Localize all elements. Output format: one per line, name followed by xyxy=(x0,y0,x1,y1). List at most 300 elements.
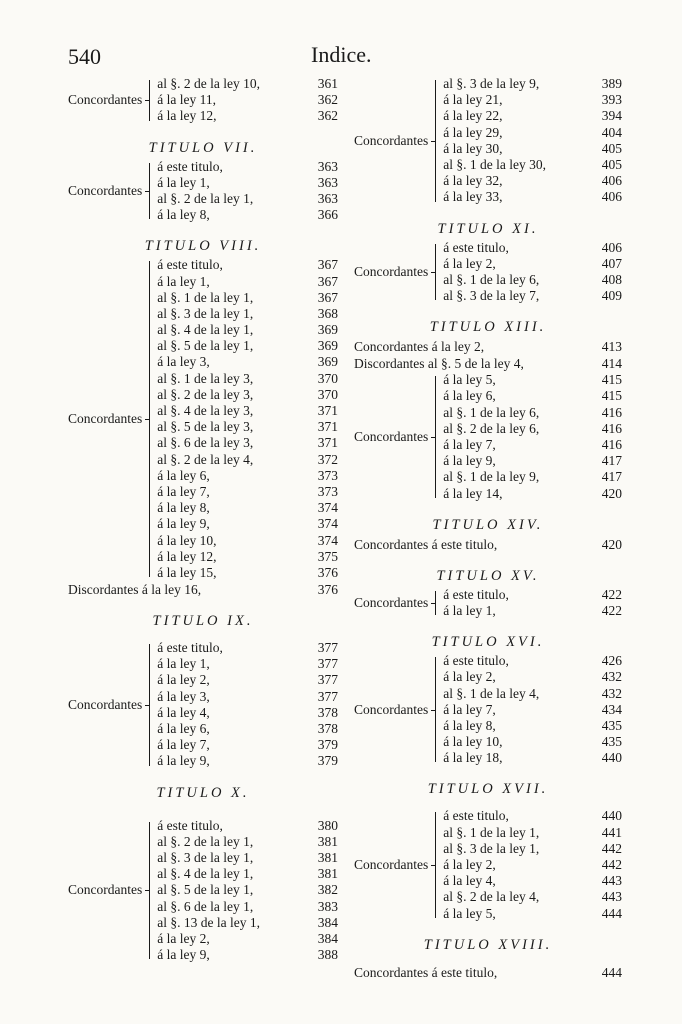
index-entry xyxy=(157,753,338,769)
entry-text: al §. 1 de la ley 30, xyxy=(443,156,546,172)
entry-text: al §. 1 de la ley 3, xyxy=(157,370,254,386)
index-group xyxy=(354,653,622,766)
entry-page: 426 xyxy=(601,653,622,669)
entry-text: á la ley 1, xyxy=(157,174,210,190)
entry-text: á la ley 32, xyxy=(443,173,503,189)
entry-page: 413 xyxy=(601,339,622,355)
index-entry xyxy=(157,76,338,92)
entry-text: al §. 4 de la ley 1, xyxy=(157,322,254,338)
entry-page: 380 xyxy=(317,817,338,833)
entry-text: al §. 1 de la ley 6, xyxy=(443,404,540,420)
group-label: Concordantes xyxy=(68,696,143,712)
index-entry xyxy=(443,141,622,157)
index-entry xyxy=(443,173,622,189)
entry-text: á la ley 18, xyxy=(443,750,503,766)
section-heading: TITULO XVIII. xyxy=(423,936,553,953)
index-entry xyxy=(443,808,622,824)
index-entry xyxy=(443,272,622,288)
brace xyxy=(431,76,441,206)
entry-page: 370 xyxy=(317,386,338,402)
index-entry xyxy=(443,857,622,873)
brace xyxy=(431,587,441,619)
entry-page: 373 xyxy=(317,467,338,483)
entry-text: á la ley 8, xyxy=(443,717,496,733)
entry-text: á la ley 12, xyxy=(157,548,217,564)
entry-text: á la ley 4, xyxy=(443,873,496,889)
entry-page: 435 xyxy=(601,717,622,733)
index-entry xyxy=(443,734,622,750)
entry-page: 415 xyxy=(601,372,622,388)
entry-text: al §. 2 de la ley 4, xyxy=(443,889,540,905)
entry-page: 368 xyxy=(317,305,338,321)
index-entry xyxy=(157,108,338,124)
entry-text: á la ley 2, xyxy=(443,669,496,685)
index-entry xyxy=(443,841,622,857)
entry-text: al §. 13 de la ley 1, xyxy=(157,914,260,930)
entry-page: 415 xyxy=(601,388,622,404)
right-column xyxy=(354,76,622,981)
entry-text: al §. 1 de la ley 4, xyxy=(443,685,540,701)
entry-page: 377 xyxy=(317,640,338,656)
entry-text: á la ley 5, xyxy=(443,905,496,921)
entry-page: 435 xyxy=(601,734,622,750)
entry-list xyxy=(157,76,338,125)
entry-text: á la ley 1, xyxy=(157,273,210,289)
index-group xyxy=(68,159,338,224)
index-entry xyxy=(157,207,338,223)
brace xyxy=(145,76,155,125)
index-entry xyxy=(443,653,622,669)
index-entry xyxy=(157,419,338,435)
entry-page: 374 xyxy=(317,500,338,516)
entry-text: al §. 1 de la ley 1, xyxy=(157,289,254,305)
group-label: Concordantes xyxy=(354,701,429,717)
index-entry xyxy=(443,388,622,404)
index-entry xyxy=(157,191,338,207)
entry-text: á la ley 21, xyxy=(443,92,503,108)
left-column xyxy=(68,76,338,963)
entry-page: 442 xyxy=(601,840,622,856)
index-entry xyxy=(68,581,338,598)
entry-text: á la ley 2, xyxy=(443,255,496,271)
index-entry xyxy=(157,549,338,565)
page-title: Indice. xyxy=(311,42,372,67)
entry-text: á la ley 15, xyxy=(157,564,217,580)
entry-page: 384 xyxy=(317,930,338,946)
entry-page: 376 xyxy=(317,564,338,580)
index-entry xyxy=(443,256,622,272)
index-entry xyxy=(157,371,338,387)
entry-page: 362 xyxy=(317,92,338,108)
entry-text: á la ley 9, xyxy=(157,516,210,532)
index-entry xyxy=(157,306,338,322)
entry-page: 417 xyxy=(601,469,622,485)
entry-list xyxy=(443,76,622,206)
entry-page: 444 xyxy=(601,964,622,980)
brace xyxy=(431,653,441,766)
entry-text: á la ley 29, xyxy=(443,124,503,140)
entry-page: 422 xyxy=(601,586,622,602)
index-entry xyxy=(157,452,338,468)
entry-page: 363 xyxy=(317,190,338,206)
entry-text: á la ley 7, xyxy=(443,701,496,717)
entry-page: 381 xyxy=(317,849,338,865)
entry-text: al §. 6 de la ley 3, xyxy=(157,435,254,451)
index-entry xyxy=(157,500,338,516)
index-entry xyxy=(157,947,338,963)
index-entry xyxy=(443,686,622,702)
entry-list xyxy=(157,818,338,964)
brace xyxy=(431,808,441,921)
index-entry xyxy=(443,469,622,485)
brace xyxy=(145,640,155,770)
group-label: Concordantes xyxy=(354,429,429,444)
index-entry xyxy=(443,873,622,889)
index-entry xyxy=(443,889,622,905)
entry-page: 416 xyxy=(601,437,622,452)
index-entry xyxy=(157,92,338,108)
entry-page: 369 xyxy=(317,354,338,370)
index-entry xyxy=(443,437,622,453)
entry-text: al §. 6 de la ley 1, xyxy=(157,898,254,914)
entry-text: á la ley 3, xyxy=(157,688,210,704)
entry-page: 367 xyxy=(317,289,338,305)
section-heading: TITULO XV. xyxy=(436,567,540,584)
index-entry xyxy=(157,435,338,451)
entry-text: á la ley 8, xyxy=(157,207,210,223)
index-entry xyxy=(443,405,622,421)
entry-text: á la ley 5, xyxy=(443,372,496,388)
entry-text: á este titulo, xyxy=(157,257,223,273)
entry-page: 406 xyxy=(601,239,622,255)
index-entry xyxy=(354,536,622,553)
section-heading: TITULO XIV. xyxy=(432,516,544,533)
index-entry xyxy=(157,899,338,915)
entry-page: 381 xyxy=(317,833,338,849)
entry-page: 441 xyxy=(601,824,622,840)
section-heading: TITULO IX. xyxy=(152,613,254,630)
entry-text: á la ley 14, xyxy=(443,485,503,501)
entry-text: á este titulo, xyxy=(157,817,223,833)
entry-page: 444 xyxy=(601,905,622,921)
entry-list xyxy=(443,372,622,502)
group-label: Concordantes xyxy=(68,882,143,898)
section-heading: TITULO XVII. xyxy=(427,781,549,798)
brace xyxy=(145,818,155,964)
index-entry xyxy=(443,92,622,108)
entry-page: 394 xyxy=(601,108,622,124)
group-label: Concordantes xyxy=(68,92,143,108)
section-heading: TITULO XVI. xyxy=(431,634,545,651)
index-entry xyxy=(157,931,338,947)
index-entry xyxy=(443,189,622,205)
index-entry xyxy=(443,108,622,124)
entry-text: á la ley 6, xyxy=(443,388,496,404)
entry-page: 371 xyxy=(317,419,338,435)
index-entry xyxy=(443,486,622,502)
index-group xyxy=(354,372,622,502)
group-label: Concordantes xyxy=(354,132,429,148)
entry-page: 409 xyxy=(601,288,622,304)
index-entry xyxy=(157,818,338,834)
entry-text: al §. 1 de la ley 1, xyxy=(443,824,540,840)
page-number: 540 xyxy=(68,44,101,69)
section-heading: TITULO VIII. xyxy=(144,238,262,255)
entry-list xyxy=(443,653,622,766)
entry-text: al §. 3 de la ley 9, xyxy=(443,76,540,91)
entry-text: al §. 2 de la ley 3, xyxy=(157,386,254,402)
entry-text: Discordantes al §. 5 de la ley 4, xyxy=(354,356,524,372)
index-entry xyxy=(157,915,338,931)
index-entry xyxy=(157,866,338,882)
entry-text: á la ley 10, xyxy=(443,734,503,750)
index-entry xyxy=(157,640,338,656)
index-entry xyxy=(157,882,338,898)
entry-page: 406 xyxy=(601,173,622,189)
index-entry xyxy=(157,484,338,500)
index-entry xyxy=(443,718,622,734)
index-entry xyxy=(157,274,338,290)
entry-page: 432 xyxy=(601,685,622,701)
entry-page: 379 xyxy=(317,737,338,753)
brace xyxy=(145,257,155,581)
entry-page: 379 xyxy=(317,753,338,769)
entry-page: 378 xyxy=(317,721,338,736)
entry-page: 440 xyxy=(601,808,622,824)
entry-page: 373 xyxy=(317,483,338,499)
entry-text: á este titulo, xyxy=(157,158,223,174)
entry-page: 377 xyxy=(317,656,338,672)
group-label: Concordantes xyxy=(68,411,143,427)
entry-page: 432 xyxy=(601,669,622,685)
section-heading: TITULO X. xyxy=(156,784,250,801)
entry-list xyxy=(443,587,622,619)
index-entry xyxy=(157,387,338,403)
index-entry xyxy=(157,290,338,306)
entry-text: á la ley 3, xyxy=(157,354,210,370)
entry-text: al §. 3 de la ley 7, xyxy=(443,288,540,304)
entry-text: al §. 5 de la ley 1, xyxy=(157,338,254,354)
entry-page: 372 xyxy=(317,451,338,467)
entry-list xyxy=(157,159,338,224)
section-heading: TITULO XI. xyxy=(437,220,539,237)
index-entry xyxy=(157,257,338,273)
entry-page: 377 xyxy=(317,688,338,704)
group-label: Concordantes xyxy=(354,857,429,873)
index-entry xyxy=(443,825,622,841)
entry-page: 404 xyxy=(601,124,622,140)
group-label: Concordantes xyxy=(68,182,143,198)
entry-page: 383 xyxy=(317,898,338,914)
index-entry xyxy=(157,721,338,737)
entry-text: á la ley 2, xyxy=(157,930,210,946)
entry-text: á la ley 1, xyxy=(157,656,210,672)
entry-page: 367 xyxy=(317,257,338,273)
entry-text: al §. 4 de la ley 3, xyxy=(157,403,254,418)
section-heading: TITULO XIII. xyxy=(429,319,547,336)
index-entry xyxy=(354,355,622,372)
entry-text: á la ley 33, xyxy=(443,189,503,205)
entry-text: al §. 1 de la ley 6, xyxy=(443,271,540,287)
index-entry xyxy=(354,338,622,355)
entry-page: 406 xyxy=(601,189,622,205)
entry-text: á la ley 6, xyxy=(157,467,210,483)
index-entry xyxy=(443,603,622,619)
entry-page: 405 xyxy=(601,140,622,156)
index-entry xyxy=(443,453,622,469)
entry-text: á la ley 9, xyxy=(157,753,210,769)
entry-page: 408 xyxy=(601,271,622,287)
index-entry xyxy=(157,516,338,532)
index-entry xyxy=(157,850,338,866)
entry-text: á la ley 12, xyxy=(157,108,217,124)
entry-text: al §. 2 de la ley 1, xyxy=(157,190,254,206)
index-entry xyxy=(443,288,622,304)
entry-page: 414 xyxy=(601,356,622,372)
entry-page: 416 xyxy=(601,420,622,436)
index-entry xyxy=(157,338,338,354)
entry-list xyxy=(443,240,622,305)
entry-text: á la ley 22, xyxy=(443,108,503,124)
entry-page: 378 xyxy=(317,704,338,720)
entry-list xyxy=(443,808,622,921)
entry-text: al §. 2 de la ley 6, xyxy=(443,420,540,436)
index-entry xyxy=(443,76,622,92)
entry-text: á la ley 10, xyxy=(157,532,217,548)
index-entry xyxy=(443,240,622,256)
entry-page: 370 xyxy=(317,370,338,386)
entry-text: al §. 5 de la ley 3, xyxy=(157,419,254,435)
index-entry xyxy=(443,587,622,603)
entry-page: 443 xyxy=(601,889,622,905)
index-entry xyxy=(157,322,338,338)
brace xyxy=(431,240,441,305)
index-entry xyxy=(157,689,338,705)
index-group xyxy=(354,587,622,619)
entry-text: á la ley 7, xyxy=(157,483,210,499)
entry-text: al §. 5 de la ley 1, xyxy=(157,882,254,898)
entry-text: á la ley 8, xyxy=(157,500,210,516)
entry-page: 422 xyxy=(601,602,622,618)
index-entry xyxy=(157,737,338,753)
entry-text: á este titulo, xyxy=(157,640,223,656)
index-entry xyxy=(157,533,338,549)
entry-text: Concordantes á este titulo, xyxy=(354,536,498,552)
entry-text: á la ley 1, xyxy=(443,602,496,618)
entry-page: 366 xyxy=(317,207,338,223)
entry-text: al §. 4 de la ley 1, xyxy=(157,866,254,882)
entry-page: 420 xyxy=(601,536,622,552)
entry-text: á este titulo, xyxy=(443,808,509,824)
entry-text: á este titulo, xyxy=(443,653,509,669)
entry-page: 382 xyxy=(317,882,338,898)
index-entry xyxy=(157,705,338,721)
index-group xyxy=(68,818,338,964)
entry-text: al §. 3 de la ley 1, xyxy=(157,849,254,865)
entry-text: á la ley 2, xyxy=(443,857,496,872)
entry-page: 369 xyxy=(317,322,338,338)
entry-text: Discordantes á la ley 16, xyxy=(68,582,202,598)
entry-text: á la ley 6, xyxy=(157,721,210,736)
index-entry xyxy=(443,669,622,685)
entry-page: 420 xyxy=(601,485,622,501)
entry-text: á la ley 9, xyxy=(443,453,496,469)
entry-page: 416 xyxy=(601,404,622,420)
index-entry xyxy=(157,175,338,191)
index-entry xyxy=(443,750,622,766)
section-heading: TITULO VII. xyxy=(148,139,258,156)
entry-text: á la ley 9, xyxy=(157,947,210,963)
index-entry xyxy=(157,834,338,850)
entry-page: 407 xyxy=(601,255,622,271)
group-label: Concordantes xyxy=(354,263,429,279)
entry-page: 374 xyxy=(317,532,338,548)
index-group xyxy=(354,240,622,305)
index-entry xyxy=(443,906,622,922)
brace xyxy=(145,159,155,224)
index-entry xyxy=(157,468,338,484)
entry-text: á la ley 30, xyxy=(443,140,503,156)
entry-page: 389 xyxy=(601,76,622,91)
index-entry xyxy=(157,354,338,370)
entry-page: 440 xyxy=(601,750,622,766)
index-group xyxy=(354,808,622,921)
entry-text: á la ley 4, xyxy=(157,704,210,720)
index-entry xyxy=(443,125,622,141)
entry-page: 384 xyxy=(317,914,338,930)
entry-page: 393 xyxy=(601,92,622,108)
entry-page: 371 xyxy=(317,403,338,418)
entry-page: 377 xyxy=(317,672,338,688)
entry-page: 443 xyxy=(601,873,622,889)
entry-page: 388 xyxy=(317,947,338,963)
entry-list xyxy=(157,257,338,581)
entry-text: al §. 2 de la ley 1, xyxy=(157,833,254,849)
entry-page: 363 xyxy=(317,158,338,174)
index-entry xyxy=(157,159,338,175)
entry-page: 371 xyxy=(317,435,338,451)
entry-page: 417 xyxy=(601,453,622,469)
entry-page: 381 xyxy=(317,866,338,882)
index-entry xyxy=(443,702,622,718)
entry-text: al §. 3 de la ley 1, xyxy=(443,840,540,856)
entry-page: 374 xyxy=(317,516,338,532)
entry-text: al §. 2 de la ley 10, xyxy=(157,76,260,91)
entry-text: á este titulo, xyxy=(443,239,509,255)
entry-text: al §. 2 de la ley 4, xyxy=(157,451,254,467)
index-entry xyxy=(157,403,338,419)
index-entry xyxy=(157,565,338,581)
index-group xyxy=(68,640,338,770)
index-entry xyxy=(157,656,338,672)
brace xyxy=(431,372,441,502)
index-entry xyxy=(443,421,622,437)
entry-text: al §. 1 de la ley 9, xyxy=(443,469,540,485)
index-group xyxy=(68,257,338,581)
entry-text: Concordantes á la ley 2, xyxy=(354,339,485,355)
entry-list xyxy=(157,640,338,770)
index-entry xyxy=(354,964,622,981)
entry-page: 376 xyxy=(317,582,338,598)
index-entry xyxy=(443,157,622,173)
entry-text: á la ley 7, xyxy=(157,737,210,753)
entry-page: 375 xyxy=(317,548,338,564)
entry-text: al §. 3 de la ley 1, xyxy=(157,305,254,321)
index-entry xyxy=(157,672,338,688)
entry-text: á la ley 7, xyxy=(443,437,496,452)
entry-page: 362 xyxy=(317,108,338,124)
entry-text: á este titulo, xyxy=(443,586,509,602)
